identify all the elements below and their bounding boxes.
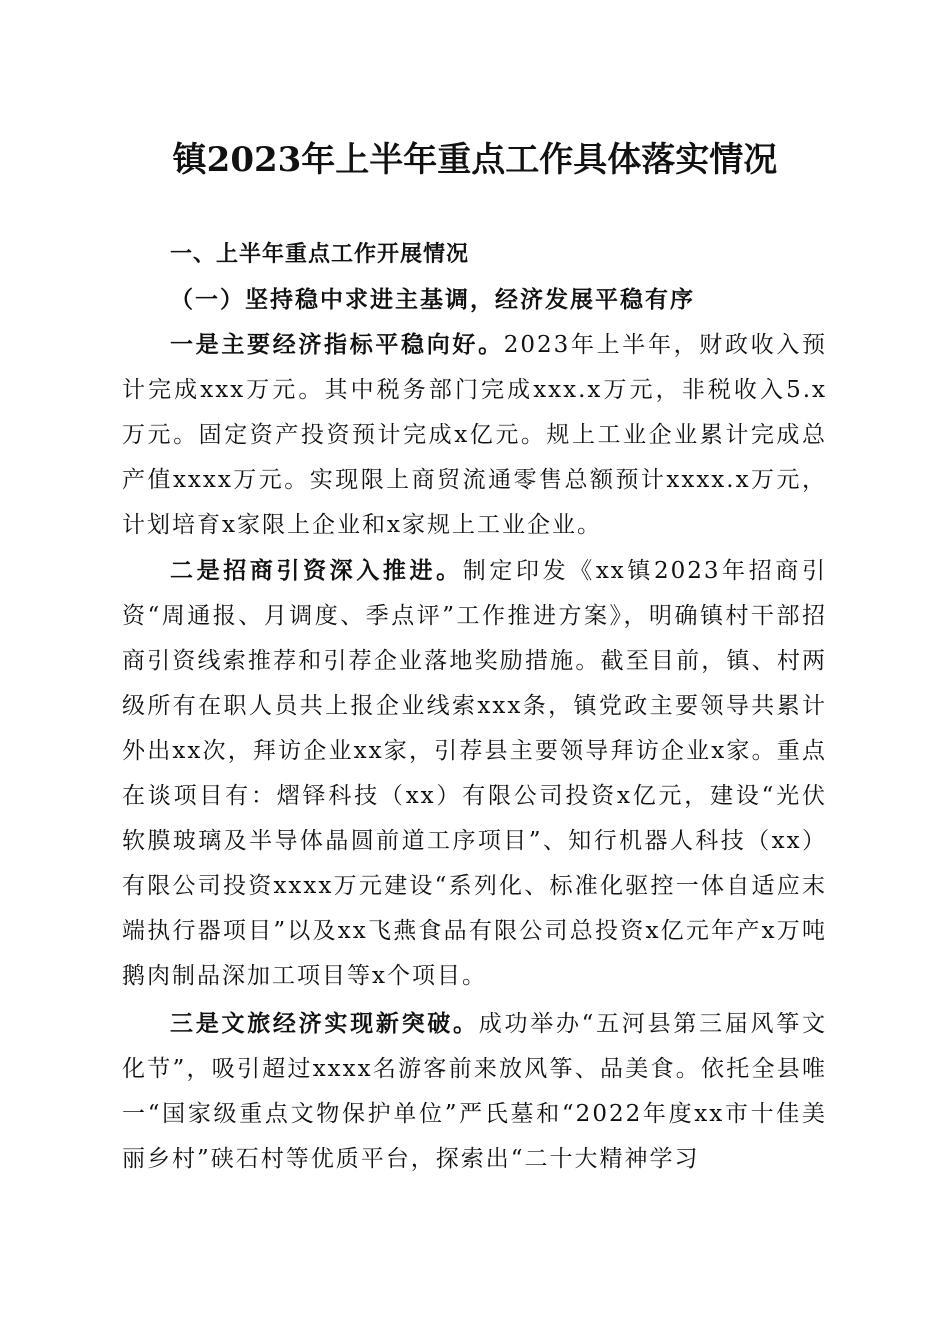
- subsection-heading: （一）坚持稳中求进主基调，经济发展平稳有序: [170, 286, 695, 313]
- section-heading: 一、上半年重点工作开展情况: [170, 242, 470, 267]
- paragraph-text: 成功举办“五河县第三届风筝文化节”，吸引超过xxxx名游客前来放风筝、品美食。依托全县唯一“国家级重点文物保护单位”严氏墓和“2022年度xx市十佳美丽乡村”硖石村等优质平台，探索出“二十大精神学习: [122, 1011, 828, 1172]
- document-body: [122, 232, 827, 1182]
- paragraph-text: 制定印发《xx镇2023年招商引资“周通报、月调度、季点评”工作推进方案》，明确镇村干部招商引资线索推荐和引荐企业落地奖励措施。截至目前，镇、村两级所有在职人员共上报企业线索xxx条，镇党政主要领导共累计外出xx次，拜访企业xx家，引荐县主要领导拜访企业x家。重点在谈项目有：熠铎科技（xx）有限公司投资x亿元，建设“光伏软膜玻璃及半导体晶圆前道工序项目”、知行机器人科技（xx）有限公司投资xxxx万元建设“系列化、标准化驱控一体自适应末端执行器项目”以及xx飞燕食品有限公司总投资x亿元年产x万吨鹅肉制品深加工项目等x个项目。: [122, 558, 827, 989]
- paragraph-economic-indicators: [122, 322, 827, 548]
- paragraph-cultural-tourism: [122, 1001, 827, 1182]
- paragraph-text: 2023年上半年，财政收入预计完成xxx万元。其中税务部门完成xxx.x万元，非税收入5.x万元。固定资产投资预计完成x亿元。规上工业企业累计完成总产值xxxx万元。实现限上商贸流通零售总额预计xxxx.x万元，计划培育x家限上企业和x家规上工业企业。: [122, 332, 827, 538]
- paragraph-lead: 三是文旅经济实现新突破。: [170, 1010, 479, 1037]
- paragraph-investment-promotion: [122, 548, 827, 999]
- paragraph-lead: 一是主要经济指标平稳向好。: [170, 331, 504, 358]
- paragraph-lead: 二是招商引资深入推进。: [170, 557, 463, 584]
- document-title: 镇2023年上半年重点工作具体落实情况: [172, 140, 778, 180]
